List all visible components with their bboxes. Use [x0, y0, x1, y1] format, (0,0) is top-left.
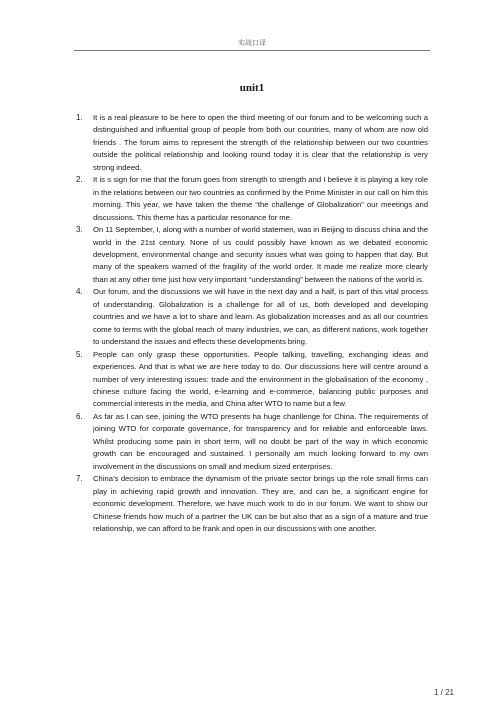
- paragraph-item: [76, 349, 428, 411]
- paragraph-text: On 11 September, I, along with a number of world statemen, was in Beijing to discuss china and the world in the 21st century. None of us could possibly have known as we debated economic development, environmental change and security issues what was going to happen that day. But many of the speakers warned of the fragility of the world order. It made me realize more clearly than at any other time just how very important “understanding” between the nations of the world is.: [93, 225, 428, 284]
- paragraph-number: 1.: [76, 113, 83, 122]
- page-header: 实战口译: [74, 38, 430, 51]
- paragraph-number: 4.: [76, 287, 83, 297]
- paragraph-item: [76, 224, 428, 286]
- paragraph-list: [76, 112, 428, 535]
- paragraph-item: [76, 411, 428, 473]
- paragraph-item: [76, 174, 428, 224]
- paragraph-text: China’s decision to embrace the dynamism of the private sector brings up the role small firms can play in achieving rapid growth and innovation. They are, and can be, a significant engine for economic development. Therefore, we have much work to do in our forum. We want to show our Chinese friends how much of a partner the UK can be but also that as a sign of a mature and true relationship, we can afford to be frank and open in our discussions with one another.: [93, 474, 428, 533]
- paragraph-text: Our forum, and the discussions we will have in the next day and a half, is part of this vital process of understanding. Globalization is a challenge for all of us, both developed and developing countries and we have a lot to share and learn. As globalization increases and as all our countries come to terms with the global reach of many industries, we can, as different nations, work together to understand the issues and effects these developments bring.: [93, 287, 428, 347]
- paragraph-item: [76, 473, 428, 535]
- paragraph-text: It is s sign for me that the forum goes from strength to strength and I believe it is playing a key role in the relations between our two countries as confirmed by the Prime Minister in our call on him this morning. This year, we have taken the theme “the challenge of Globalization” our meetings and discussions. This theme has a particular resonance for me.: [93, 175, 428, 222]
- page-title: unit1: [239, 82, 265, 94]
- paragraph-number: 5.: [76, 349, 83, 359]
- paragraph-text: It is a real pleasure to be here to open the third meeting of our forum and to be welcoming such a distinguished and influential group of people from both our countries, many of whom are now old friends . The forum aims to represent the strength of the relationship between our two countries outside the political relationship and looking round today it is clear that the relationship is very strong indeed.: [93, 113, 428, 172]
- paragraph-item: [76, 112, 428, 174]
- paragraph-item: [76, 286, 428, 348]
- page-number: 1 / 21: [433, 688, 454, 697]
- paragraph-number: 2.: [76, 175, 83, 185]
- paragraph-number: 3.: [76, 225, 83, 235]
- paragraph-number: 7.: [76, 474, 83, 484]
- paragraph-number: 6.: [76, 411, 83, 421]
- paragraph-text: As far as I can see, joining the WTO presents ha huge chanllenge for China. The requirements of joining WTO for corporate governance, for transparency and for reliable and enforceable laws. Whilst producing some pain in short term, will no doubt be part of the way in which economic growth can be encouraged and sustained. I personally am much looking forward to my own involvement in the discussions on small and medium sized enterprises.: [93, 411, 428, 471]
- paragraph-text: People can only grasp these opportunities. People talking, travelling, exchanging ideas and experiences. And that is what we are here today to do. Our discussions here will centre around a number of very interesting issues: trade and the environment in the globalisation of the economy , chinese culture facing the world, e-learning and e-commerce, balancing public purposes and commercial interests in the media, and China after WTO to name but a few.: [93, 349, 428, 409]
